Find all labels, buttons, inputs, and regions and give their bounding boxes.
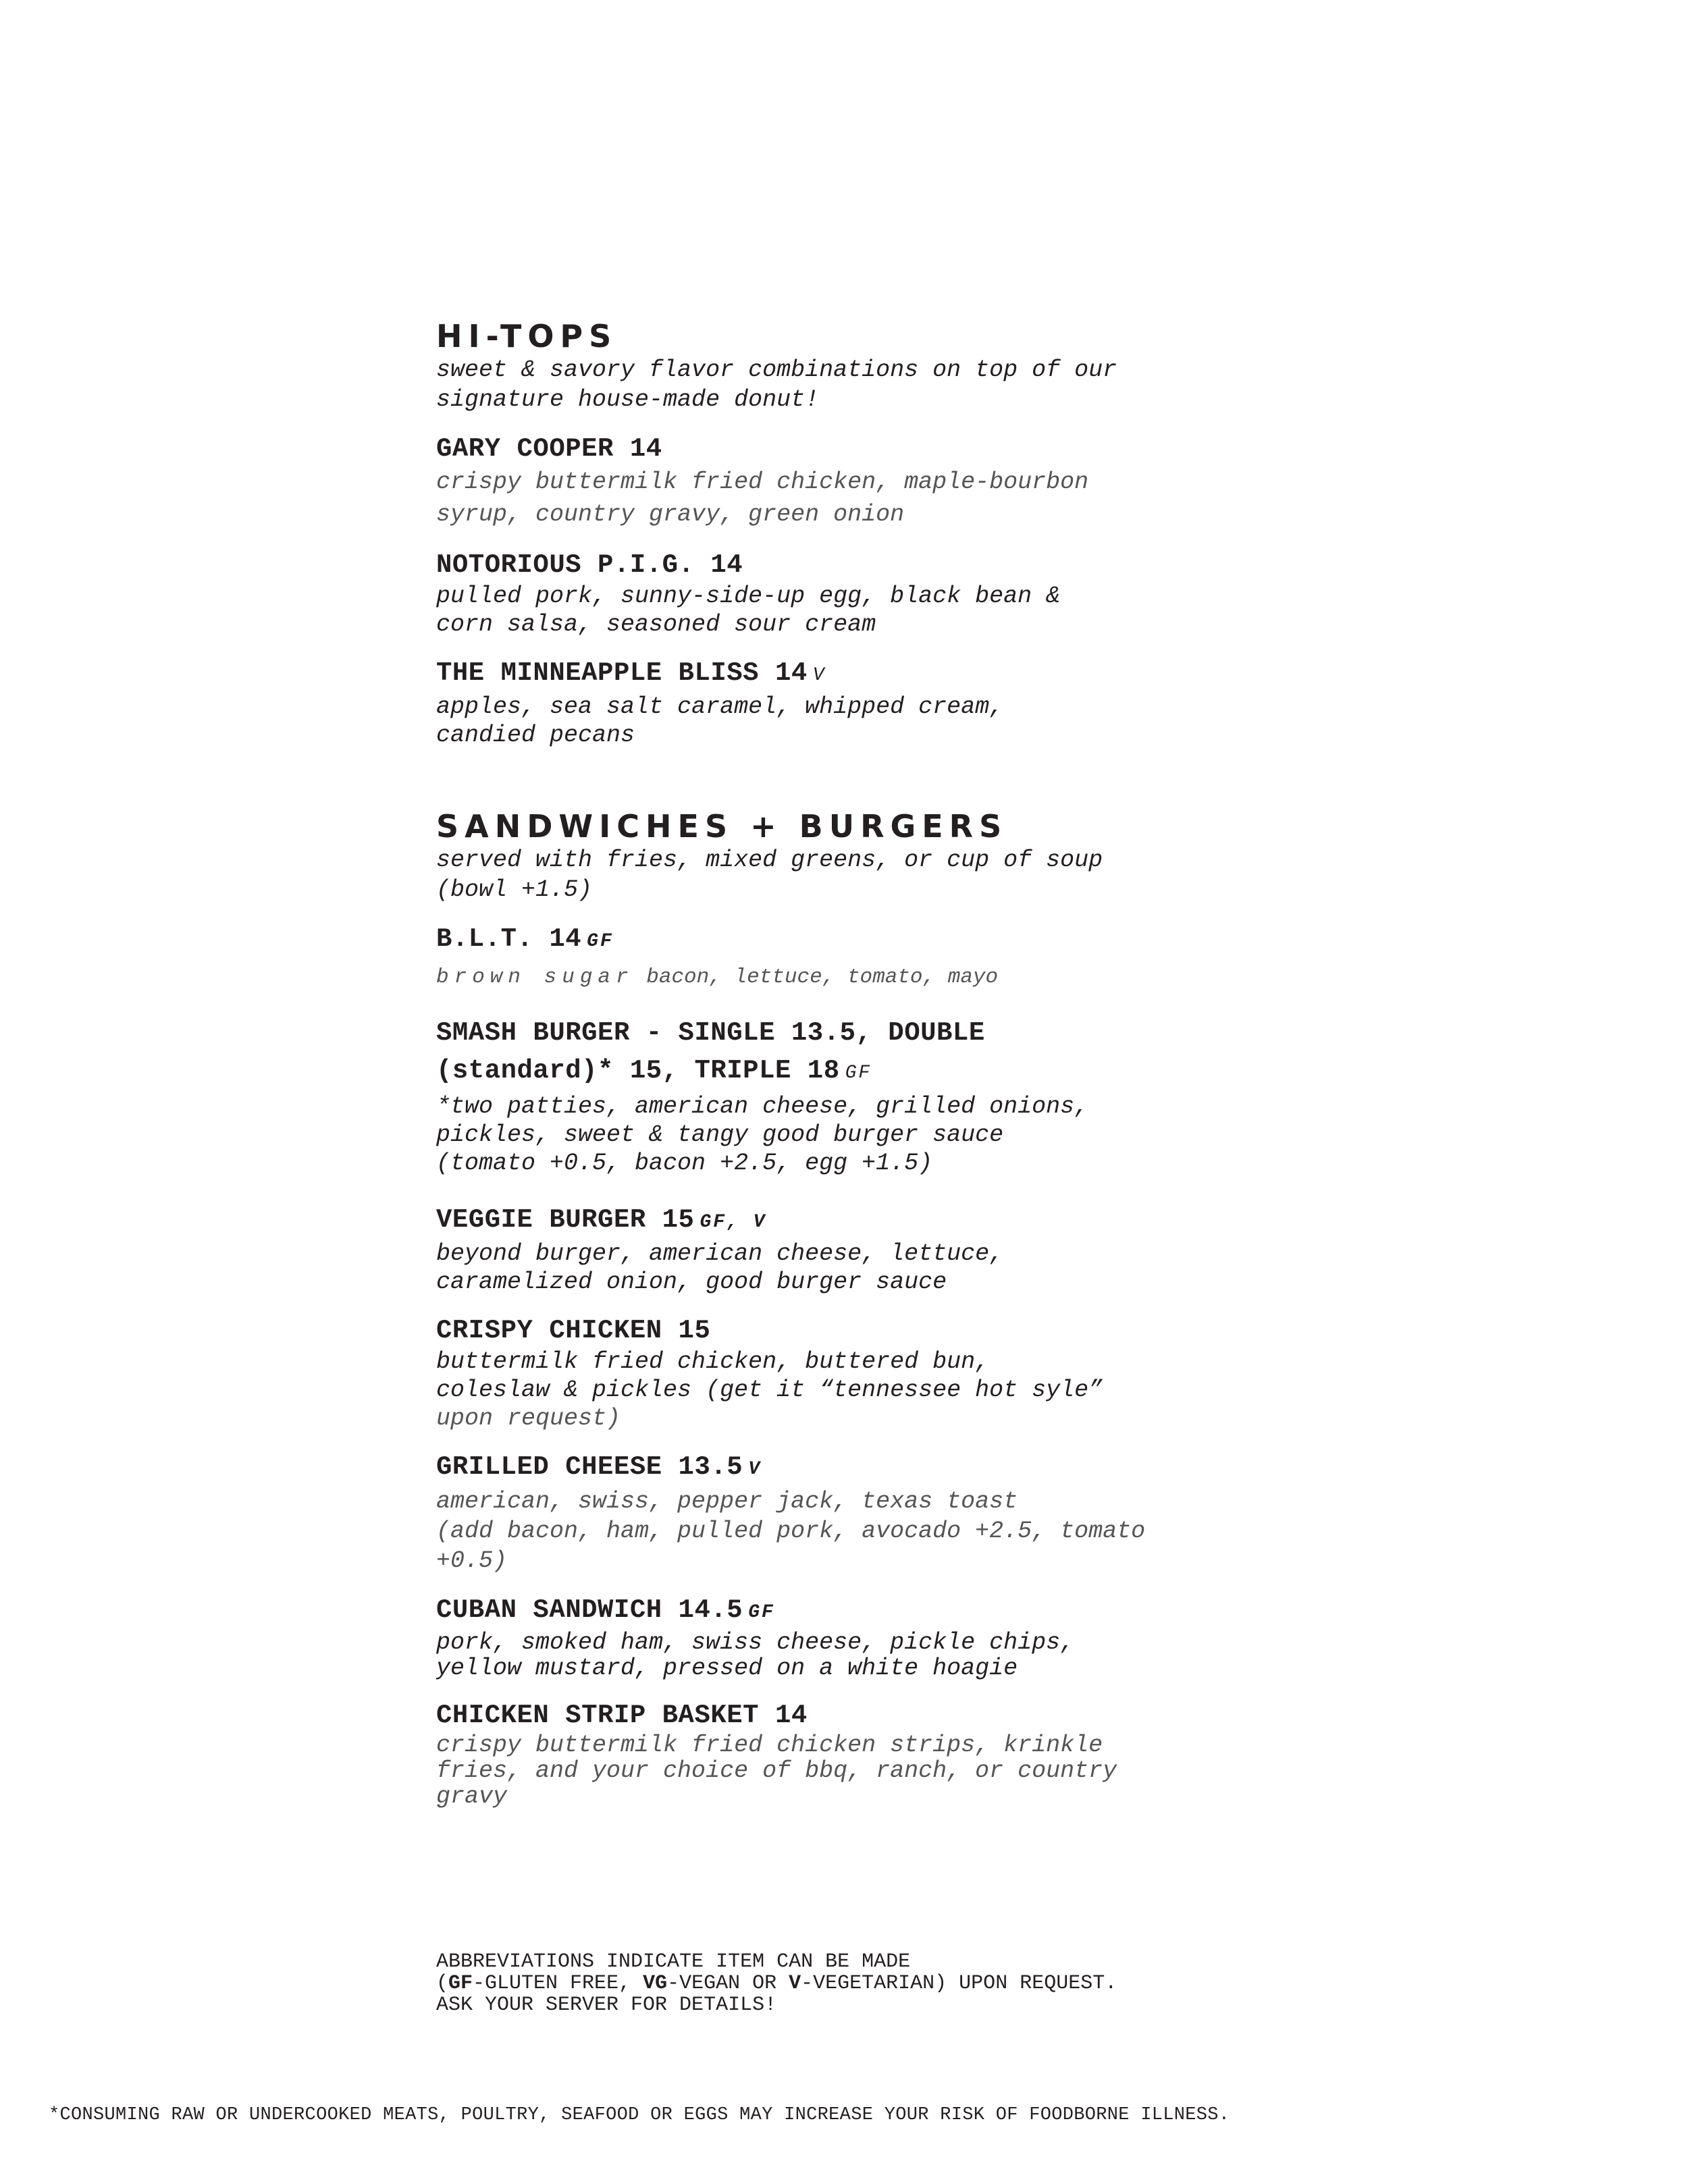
- item-title: THE MINNEAPPLE BLISS 14 V: [436, 658, 826, 688]
- abbrev-line-3: ASK YOUR SERVER FOR DETAILS!: [436, 1994, 777, 2017]
- section-title-sandwiches: SANDWICHES + BURGERS: [436, 808, 1008, 845]
- sandwiches-section: [436, 807, 1287, 1809]
- menu-item: [436, 1450, 1287, 1576]
- item-description: crispy buttermilk fried chicken, maple-bourbon syrup, country gravy, green onion: [436, 469, 1089, 528]
- menu-item: [436, 656, 1287, 749]
- dietary-tag: V: [812, 665, 826, 686]
- footer-disclaimer: *CONSUMING RAW OR UNDERCOOKED MEATS, POULTRY, SEAFOOD OR EGGS MAY INCREASE YOUR RISK OF FOODBORNE ILLNESS.: [49, 2105, 1230, 2125]
- section-subtitle: served with fries, mixed greens, or cup of soup (bowl +1.5): [436, 847, 1103, 903]
- dietary-tag: GF, V: [700, 1212, 767, 1233]
- item-title: SMASH BURGER - SINGLE 13.5, DOUBLE (standard)* 15, TRIPLE 18 GF: [436, 1018, 985, 1086]
- abbreviations-note: [436, 1951, 1287, 2016]
- item-description: beyond burger, american cheese, lettuce, caramelized onion, good burger sauce: [436, 1240, 1004, 1296]
- menu-item: [436, 1014, 1287, 1177]
- item-description: brown sugar bacon, lettuce, tomato, mayo: [436, 965, 999, 989]
- menu-item: [436, 432, 1287, 531]
- abbrev-line-2: (GF-GLUTEN FREE, VG-VEGAN OR V-VEGETARIAN) UPON REQUEST.: [436, 1972, 1117, 1995]
- abbrev-line-1: ABBREVIATIONS INDICATE ITEM CAN BE MADE: [436, 1950, 911, 1973]
- menu-item: [436, 1314, 1287, 1433]
- menu-item: [436, 1203, 1287, 1296]
- menu-item: [436, 1699, 1287, 1809]
- menu-item: [436, 1593, 1287, 1681]
- dietary-tag: GF: [845, 1063, 872, 1084]
- item-title: GARY COOPER 14: [436, 434, 662, 464]
- item-title: CRISPY CHICKEN 15: [436, 1316, 711, 1346]
- dietary-tag: GF: [748, 1602, 775, 1623]
- item-description: crispy buttermilk fried chicken strips, krinkle fries, and your choice of bbq, ranch, or country gravy: [436, 1732, 1117, 1810]
- menu-item: [436, 548, 1287, 639]
- item-description: pork, smoked ham, swiss cheese, pickle chips, yellow mustard, pressed on a white hoagie: [436, 1629, 1075, 1682]
- item-description: apples, sea salt caramel, whipped cream, candied pecans: [436, 693, 1004, 749]
- item-title: CHICKEN STRIP BASKET 14: [436, 1701, 808, 1730]
- item-title: VEGGIE BURGER 15 GF, V: [436, 1205, 767, 1235]
- item-title: CUBAN SANDWICH 14.5 GF: [436, 1595, 775, 1625]
- section-subtitle: sweet & savory flavor combinations on top of our signature house-made donut!: [436, 356, 1117, 413]
- item-description: american, swiss, pepper jack, texas toast (add bacon, ham, pulled pork, avocado +2.5, tomato +0.5): [436, 1488, 1146, 1574]
- menu-item: [436, 922, 1287, 996]
- item-description: *two patties, american cheese, grilled onions, pickles, sweet & tangy good burger sauce (tomato +0.5, bacon +2.5, egg +1.5): [436, 1093, 1089, 1177]
- item-title: NOTORIOUS P.I.G. 14: [436, 550, 743, 580]
- item-description: pulled pork, sunny-side-up egg, black bean & corn salsa, seasoned sour cream: [436, 583, 1061, 638]
- dietary-tag: GF: [587, 931, 614, 952]
- hitops-section: [436, 317, 1287, 749]
- item-title: GRILLED CHEESE 13.5 V: [436, 1452, 762, 1482]
- item-title: B.L.T. 14 GF: [436, 924, 614, 954]
- dietary-tag: V: [748, 1459, 762, 1480]
- section-title-hitops: HI-TOPS: [436, 318, 618, 354]
- item-description: buttermilk fried chicken, buttered bun, coleslaw & pickles (get it “tennessee hot syle” upon request): [436, 1348, 1103, 1432]
